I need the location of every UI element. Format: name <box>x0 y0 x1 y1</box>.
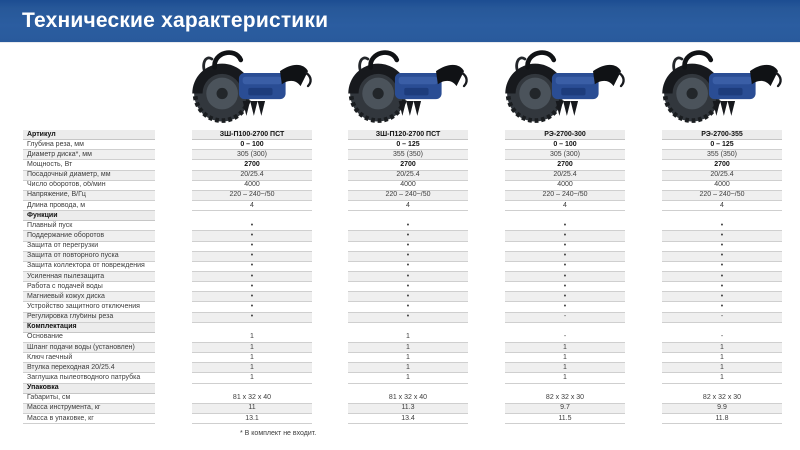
row-value: 4 <box>662 201 782 211</box>
row-value: 20/25.4 <box>662 171 782 181</box>
spec-table <box>23 130 782 424</box>
product-photo-1 <box>186 45 318 129</box>
row-value: • <box>662 242 782 252</box>
row-value: 355 (350) <box>348 150 468 160</box>
row-value: 4000 <box>662 181 782 191</box>
row-value: 81 x 32 x 40 <box>348 394 468 404</box>
spec-row <box>23 262 782 272</box>
row-value: • <box>192 272 312 282</box>
row-label: Плавный пуск <box>23 221 155 231</box>
spec-row <box>23 171 782 181</box>
row-value: 1 <box>662 363 782 373</box>
row-value: 4000 <box>505 181 625 191</box>
row-value: • <box>348 272 468 282</box>
spec-row <box>23 181 782 191</box>
row-value: 1 <box>662 353 782 363</box>
row-value: 1 <box>348 373 468 383</box>
section-row <box>23 130 782 140</box>
row-value: • <box>662 252 782 262</box>
row-value: • <box>662 302 782 312</box>
row-value: • <box>662 262 782 272</box>
row-value: • <box>348 292 468 302</box>
row-value: 1 <box>348 353 468 363</box>
row-label: Глубина реза, мм <box>23 140 155 150</box>
row-value <box>348 384 468 394</box>
spec-row <box>23 282 782 292</box>
row-value: 220 – 240~/50 <box>505 191 625 201</box>
row-value: ЗШ-П100-2700 ПСТ <box>192 130 312 140</box>
section-row <box>23 211 782 221</box>
row-value: • <box>192 221 312 231</box>
row-value: • <box>348 221 468 231</box>
row-value: РЭ-2700-355 <box>662 130 782 140</box>
row-value: • <box>662 272 782 282</box>
row-value: 4000 <box>348 181 468 191</box>
spec-row <box>23 242 782 252</box>
row-value <box>662 211 782 221</box>
spec-row <box>23 333 782 343</box>
row-label: Число оборотов, об/мин <box>23 181 155 191</box>
row-value: • <box>505 292 625 302</box>
spec-row <box>23 343 782 353</box>
row-value: 9.9 <box>662 404 782 414</box>
row-value: 0 – 125 <box>662 140 782 150</box>
spec-row <box>23 363 782 373</box>
row-value: • <box>348 231 468 241</box>
row-value: 13.4 <box>348 414 468 424</box>
spec-row <box>23 231 782 241</box>
row-label: Втулка переходная 20/25.4 <box>23 363 155 373</box>
row-value: 1 <box>348 363 468 373</box>
row-label: Посадочный диаметр, мм <box>23 171 155 181</box>
row-value: 11.5 <box>505 414 625 424</box>
spec-row <box>23 373 782 383</box>
spec-row <box>23 404 782 414</box>
row-value: 9.7 <box>505 404 625 414</box>
row-value: 11.8 <box>662 414 782 424</box>
spec-row <box>23 313 782 323</box>
row-value: 1 <box>192 353 312 363</box>
row-label: Комплектация <box>23 323 155 333</box>
row-value <box>505 211 625 221</box>
row-value: 13.1 <box>192 414 312 424</box>
row-label: Габариты, см <box>23 394 155 404</box>
row-value: • <box>505 282 625 292</box>
row-label: Мощность, Вт <box>23 160 155 170</box>
spec-row <box>23 414 782 424</box>
row-value <box>192 384 312 394</box>
row-value <box>192 323 312 333</box>
row-value <box>348 323 468 333</box>
row-value: 1 <box>505 373 625 383</box>
row-value: 1 <box>348 343 468 353</box>
row-label: Защита коллектора от повреждения <box>23 262 155 272</box>
row-value: 2700 <box>192 160 312 170</box>
row-label: Шланг подачи воды (установлен) <box>23 343 155 353</box>
row-label: Функции <box>23 211 155 221</box>
row-value: 305 (300) <box>192 150 312 160</box>
row-value: 220 – 240~/50 <box>662 191 782 201</box>
row-label: Заглушка пылеотводного патрубка <box>23 373 155 383</box>
row-value: 82 x 32 x 30 <box>505 394 625 404</box>
row-value: 1 <box>192 343 312 353</box>
row-value: 20/25.4 <box>348 171 468 181</box>
row-value: - <box>505 333 625 343</box>
row-value: 2700 <box>348 160 468 170</box>
spec-row <box>23 160 782 170</box>
product-photo-4 <box>656 45 788 129</box>
row-value: • <box>505 221 625 231</box>
row-value: • <box>192 242 312 252</box>
row-value: 4 <box>192 201 312 211</box>
row-label: Регулировка глубины реза <box>23 313 155 323</box>
spec-row <box>23 353 782 363</box>
row-value: • <box>505 302 625 312</box>
row-value: 355 (350) <box>662 150 782 160</box>
row-value: 305 (300) <box>505 150 625 160</box>
row-value: 82 x 32 x 30 <box>662 394 782 404</box>
row-label: Защита от повторного пуска <box>23 252 155 262</box>
row-label: Поддержание оборотов <box>23 231 155 241</box>
title-banner <box>0 0 800 43</box>
row-value <box>505 384 625 394</box>
row-value: • <box>505 252 625 262</box>
row-label: Длина провода, м <box>23 201 155 211</box>
row-value: 4000 <box>192 181 312 191</box>
row-value: 220 – 240~/50 <box>192 191 312 201</box>
row-value: 20/25.4 <box>192 171 312 181</box>
row-value: 1 <box>348 333 468 343</box>
spec-row <box>23 394 782 404</box>
row-label: Артикул <box>23 130 155 140</box>
row-value: • <box>192 313 312 323</box>
row-value <box>662 323 782 333</box>
row-value: 220 – 240~/50 <box>348 191 468 201</box>
row-label: Диаметр диска*, мм <box>23 150 155 160</box>
row-value: • <box>505 231 625 241</box>
spec-row <box>23 302 782 312</box>
row-value: • <box>348 313 468 323</box>
row-value: • <box>192 231 312 241</box>
section-row <box>23 323 782 333</box>
row-value: • <box>348 252 468 262</box>
row-value: 81 x 32 x 40 <box>192 394 312 404</box>
row-value: 1 <box>505 353 625 363</box>
spec-row <box>23 272 782 282</box>
row-value: 11 <box>192 404 312 414</box>
row-value <box>348 211 468 221</box>
row-value: • <box>348 302 468 312</box>
spec-row <box>23 191 782 201</box>
row-value: 1 <box>662 343 782 353</box>
spec-row <box>23 252 782 262</box>
row-value: • <box>505 272 625 282</box>
row-value: 2700 <box>505 160 625 170</box>
row-value: - <box>505 313 625 323</box>
row-value: 1 <box>192 363 312 373</box>
row-label: Работа с подачей воды <box>23 282 155 292</box>
row-label: Защита от перегрузки <box>23 242 155 252</box>
row-label: Устройство защитного отключения <box>23 302 155 312</box>
row-label: Упаковка <box>23 384 155 394</box>
product-photos <box>0 45 800 129</box>
row-label: Основание <box>23 333 155 343</box>
row-value <box>192 211 312 221</box>
row-value <box>662 384 782 394</box>
row-value: • <box>348 242 468 252</box>
row-value: 1 <box>662 373 782 383</box>
row-value: 1 <box>505 343 625 353</box>
row-value: • <box>192 292 312 302</box>
row-value: 1 <box>192 373 312 383</box>
row-value: 2700 <box>662 160 782 170</box>
footnote: * В комплект не входит. <box>240 430 317 437</box>
product-photo-3 <box>499 45 631 129</box>
row-value: 11.3 <box>348 404 468 414</box>
row-value: 4 <box>505 201 625 211</box>
row-label: Ключ гаечный <box>23 353 155 363</box>
spec-row <box>23 140 782 150</box>
row-value: • <box>348 262 468 272</box>
row-value: • <box>662 292 782 302</box>
row-value: • <box>505 262 625 272</box>
spec-row <box>23 150 782 160</box>
spec-row <box>23 221 782 231</box>
row-value: 4 <box>348 201 468 211</box>
row-value: 0 – 100 <box>505 140 625 150</box>
spec-row <box>23 201 782 211</box>
row-value: ЗШ-П120-2700 ПСТ <box>348 130 468 140</box>
row-value: РЭ-2700-300 <box>505 130 625 140</box>
row-label: Масса инструмента, кг <box>23 404 155 414</box>
row-label: Напряжение, В/Гц <box>23 191 155 201</box>
row-value: • <box>662 282 782 292</box>
row-value: • <box>192 262 312 272</box>
row-value: • <box>192 302 312 312</box>
row-value: • <box>662 221 782 231</box>
page-title: Технические характеристики <box>22 9 329 32</box>
row-value: 0 – 100 <box>192 140 312 150</box>
row-value: 20/25.4 <box>505 171 625 181</box>
row-label: Масса в упаковке, кг <box>23 414 155 424</box>
row-value: - <box>662 313 782 323</box>
spec-row <box>23 292 782 302</box>
row-label: Магниевый кожух диска <box>23 292 155 302</box>
row-value: • <box>662 231 782 241</box>
row-value: 1 <box>505 363 625 373</box>
section-row <box>23 384 782 394</box>
product-photo-2 <box>342 45 474 129</box>
row-value: • <box>192 282 312 292</box>
row-value: • <box>505 242 625 252</box>
row-label: Усиленная пылезащита <box>23 272 155 282</box>
row-value: • <box>192 252 312 262</box>
row-value: 1 <box>192 333 312 343</box>
row-value <box>505 323 625 333</box>
row-value: - <box>662 333 782 343</box>
row-value: 0 – 125 <box>348 140 468 150</box>
row-value: • <box>348 282 468 292</box>
